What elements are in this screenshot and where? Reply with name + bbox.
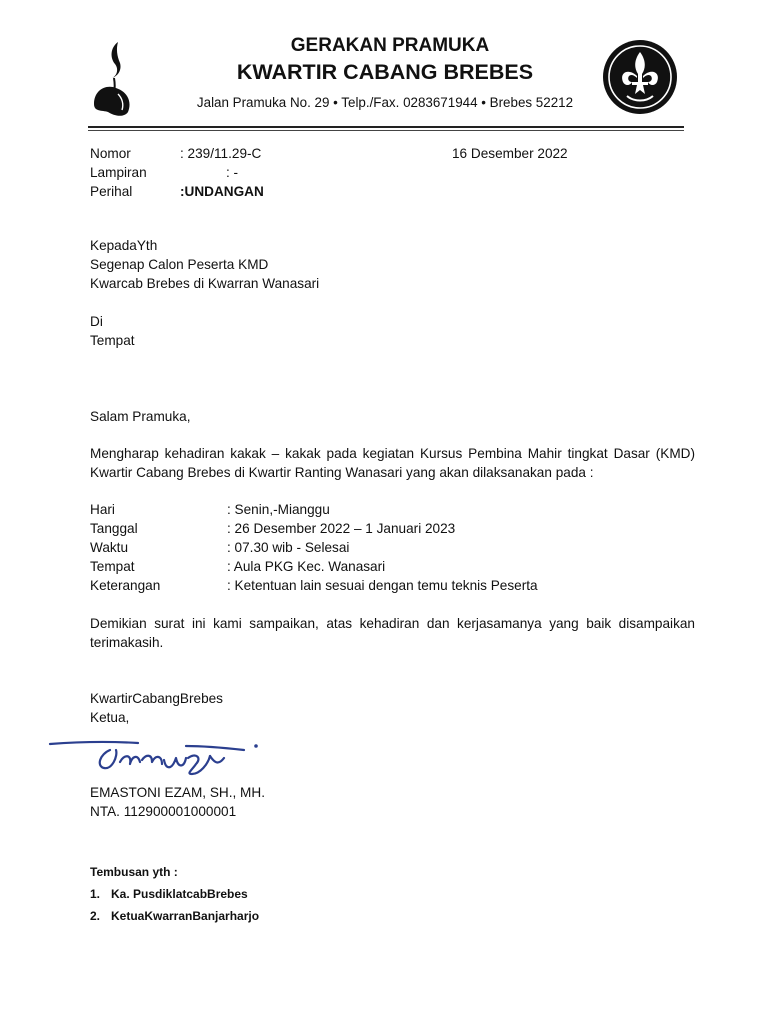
place-line: Di (90, 314, 103, 329)
signatory-title: Ketua, (90, 710, 130, 725)
tunas-kelapa-logo-icon (88, 38, 136, 118)
signer-name: EMASTONI EZAM, SH., MH. (90, 785, 265, 800)
detail-value: : Aula PKG Kec. Wanasari (227, 559, 386, 574)
detail-label: Tanggal (90, 521, 138, 536)
place-line: Tempat (90, 333, 135, 348)
cc-item (90, 905, 259, 927)
signer-nta: NTA. 112900001000001 (90, 804, 237, 819)
event-details (90, 500, 650, 596)
cc-heading: Tembusan yth : (90, 865, 178, 879)
signatory-block (90, 689, 223, 727)
detail-value: : 07.30 wib - Selesai (227, 540, 350, 555)
cc-item-number: 1. (90, 887, 101, 901)
detail-value: : 26 Desember 2022 – 1 Januari 2023 (227, 521, 456, 536)
recipient-line: Kwarcab Brebes di Kwarran Wanasari (90, 276, 320, 291)
recipient-line: KepadaYth (90, 238, 158, 253)
cc-item (90, 883, 259, 905)
meta-attachment-value: : - (226, 165, 239, 180)
detail-label: Hari (90, 502, 115, 517)
detail-label: Tempat (90, 559, 135, 574)
detail-value: : Senin,-Mianggu (227, 502, 330, 517)
handwritten-signature-icon (46, 736, 262, 776)
intro-paragraph (90, 444, 695, 482)
meta-number-label: Nomor (90, 146, 131, 161)
intro-line: Kwartir Cabang Brebes di Kwartir Ranting Wanasari yang akan dilaksanakan pada : (90, 465, 594, 480)
recipient-line: Segenap Calon Peserta KMD (90, 257, 269, 272)
scout-fleur-de-lis-emblem-icon (601, 38, 679, 116)
letterhead-divider (88, 126, 684, 128)
carbon-copy-list (90, 861, 259, 927)
detail-value: : Ketentuan lain sesuai dengan temu teknis Peserta (227, 578, 538, 593)
organization-address: Jalan Pramuka No. 29 • Telp./Fax. 0283671944 • Brebes 52212 (196, 95, 574, 110)
meta-number-value: : 239/11.29-C (180, 146, 262, 161)
recipient-place (90, 312, 135, 350)
signer-block (90, 783, 265, 821)
signatory-organization: KwartirCabangBrebes (90, 691, 223, 706)
meta-subject-label: Perihal (90, 184, 133, 199)
meta-subject-value: :UNDANGAN (180, 184, 264, 199)
detail-label: Waktu (90, 540, 129, 555)
recipient-block (90, 236, 319, 293)
greeting: Salam Pramuka, (90, 409, 191, 424)
branch-name: KWARTIR CABANG BREBES (236, 60, 534, 84)
closing-line: terimakasih. (90, 635, 164, 650)
organization-name: GERAKAN PRAMUKA (290, 35, 490, 56)
cc-item-number: 2. (90, 909, 101, 923)
closing-paragraph (90, 614, 695, 652)
letterhead-divider-thin (88, 130, 684, 131)
letter-date: 16 Desember 2022 (452, 146, 568, 161)
closing-line: Demikian surat ini kami sampaikan, atas kehadiran dan kerjasamanya yang baik disampaikan (90, 616, 695, 631)
cc-item-text: KetuaKwarranBanjarharjo (111, 909, 260, 923)
meta-attachment-label: Lampiran (90, 165, 147, 180)
cc-item-text: Ka. PusdiklatcabBrebes (111, 887, 248, 901)
detail-label: Keterangan (90, 578, 161, 593)
intro-line: Mengharap kehadiran kakak – kakak pada kegiatan Kursus Pembina Mahir tingkat Dasar (KMD) (90, 446, 695, 461)
